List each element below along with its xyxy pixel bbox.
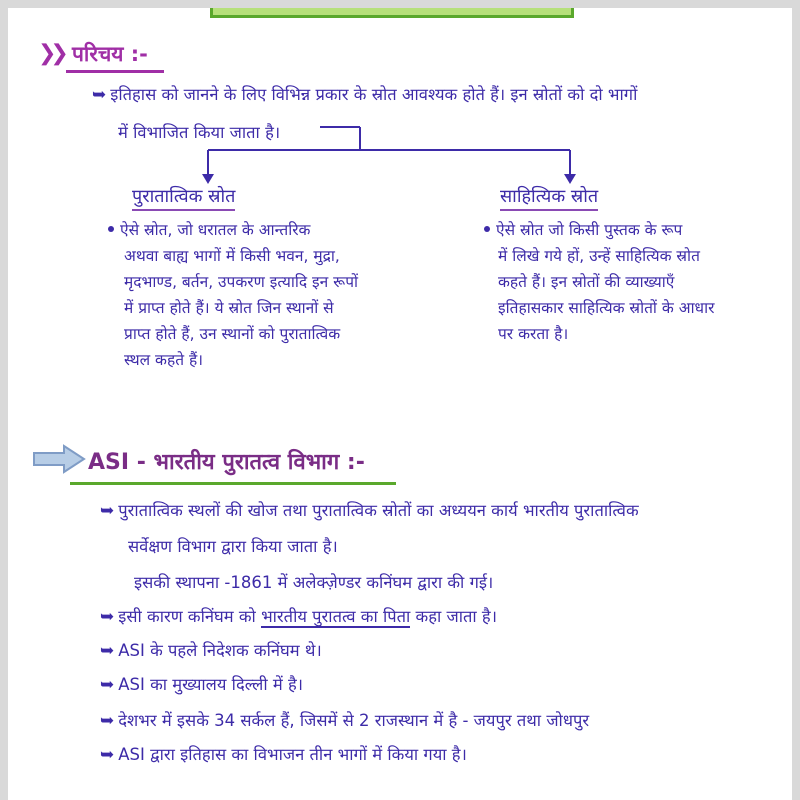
asi-point-5-text: देशभर में इसके 34 सर्कल हैं, जिसमें से 2 राजस्थान में है - जयपुर तथा जोधपुर xyxy=(118,711,590,730)
asi-point-6 xyxy=(100,742,467,765)
hand-pointer-icon: ➥ xyxy=(100,745,115,765)
asi-point-6-text: ASI द्वारा इतिहास का विभाजन तीन भागों में किया गया है। xyxy=(118,745,467,764)
archaeological-bullet-icon xyxy=(108,226,114,232)
archaeological-line-1: ऐसे स्रोत, जो धरातल के आन्तरिक xyxy=(120,221,311,239)
asi-point-2-highlight: भारतीय पुरातत्व का पिता xyxy=(261,607,411,626)
asi-point-1-text: पुरातात्विक स्थलों की खोज तथा पुरातात्विक स्रोतों का अध्ययन कार्य भारतीय पुरातात्विक xyxy=(118,501,639,520)
asi-point-4-text: ASI का मुख्यालय दिल्ली में है। xyxy=(118,675,303,694)
asi-point-4 xyxy=(100,672,303,695)
archaeological-line-5: प्राप्त होते हैं, उन स्थानों को पुरातात्विक xyxy=(124,325,341,343)
hand-pointer-icon: ➥ xyxy=(92,85,107,105)
asi-point-3-text: ASI के पहले निदेशक कनिंघम थे। xyxy=(118,641,322,660)
hand-pointer-icon: ➥ xyxy=(100,607,115,627)
hand-pointer-icon: ➥ xyxy=(100,675,115,695)
hand-pointer-icon: ➥ xyxy=(100,501,115,521)
archaeological-line-6: स्थल कहते हैं। xyxy=(124,351,204,369)
intro-line-1-text: इतिहास को जानने के लिए विभिन्न प्रकार के स्रोत आवश्यक होते हैं। इन स्रोतों को दो भागों xyxy=(110,85,638,104)
notes-page xyxy=(8,8,792,800)
hand-pointer-icon: ➥ xyxy=(100,641,115,661)
literary-line-5: पर करता है। xyxy=(498,325,569,343)
heading-marker-icon: ❯❯ xyxy=(38,41,63,66)
literary-line-3: कहते हैं। इन स्रोतों की व्याख्याएँ xyxy=(498,273,675,291)
asi-point-3 xyxy=(100,638,322,661)
archaeological-line-4: में प्राप्त होते हैं। ये स्रोत जिन स्थानों से xyxy=(124,299,334,317)
asi-point-1-continued: सर्वेक्षण विभाग द्वारा किया जाता है। xyxy=(128,537,338,556)
hand-pointer-icon: ➥ xyxy=(100,711,115,731)
literary-line-1: ऐसे स्रोत जो किसी पुस्तक के रूप xyxy=(496,221,683,239)
archaeological-heading: पुरातात्विक स्रोत xyxy=(132,184,235,211)
asi-point-5 xyxy=(100,708,589,731)
branch-arrows xyxy=(8,8,792,208)
asi-heading: ASI - भारतीय पुरातत्व विभाग :- xyxy=(88,450,365,475)
asi-point-2-text-before: इसी कारण कनिंघम को xyxy=(118,607,262,626)
literary-line-4: इतिहासकार साहित्यिक स्रोतों के आधार xyxy=(498,299,715,317)
literary-line-2: में लिखे गये हों, उन्हें साहित्यिक स्रोत xyxy=(498,247,700,265)
intro-line-2-text: में विभाजित किया जाता है। xyxy=(118,123,281,142)
archaeological-line-3: मृदभाण्ड, बर्तन, उपकरण इत्यादि इन रूपों xyxy=(124,273,359,291)
literary-bullet-icon xyxy=(484,226,490,232)
literary-heading: साहित्यिक स्रोत xyxy=(500,184,598,211)
asi-point-1-founding: इसकी स्थापना -1861 में अलेक्ज़ेण्डर कनिंघम द्वारा की गई। xyxy=(134,573,494,592)
asi-point-2-text-after: कहा जाता है। xyxy=(410,607,497,626)
asi-point-1 xyxy=(100,498,639,521)
intro-heading: परिचय :- xyxy=(72,42,148,66)
archaeological-line-2: अथवा बाह्य भागों में किसी भवन, मुद्रा, xyxy=(124,247,340,265)
asi-point-2 xyxy=(100,604,497,627)
asi-heading-underline xyxy=(70,482,396,485)
asi-arrow-icon xyxy=(32,444,86,474)
